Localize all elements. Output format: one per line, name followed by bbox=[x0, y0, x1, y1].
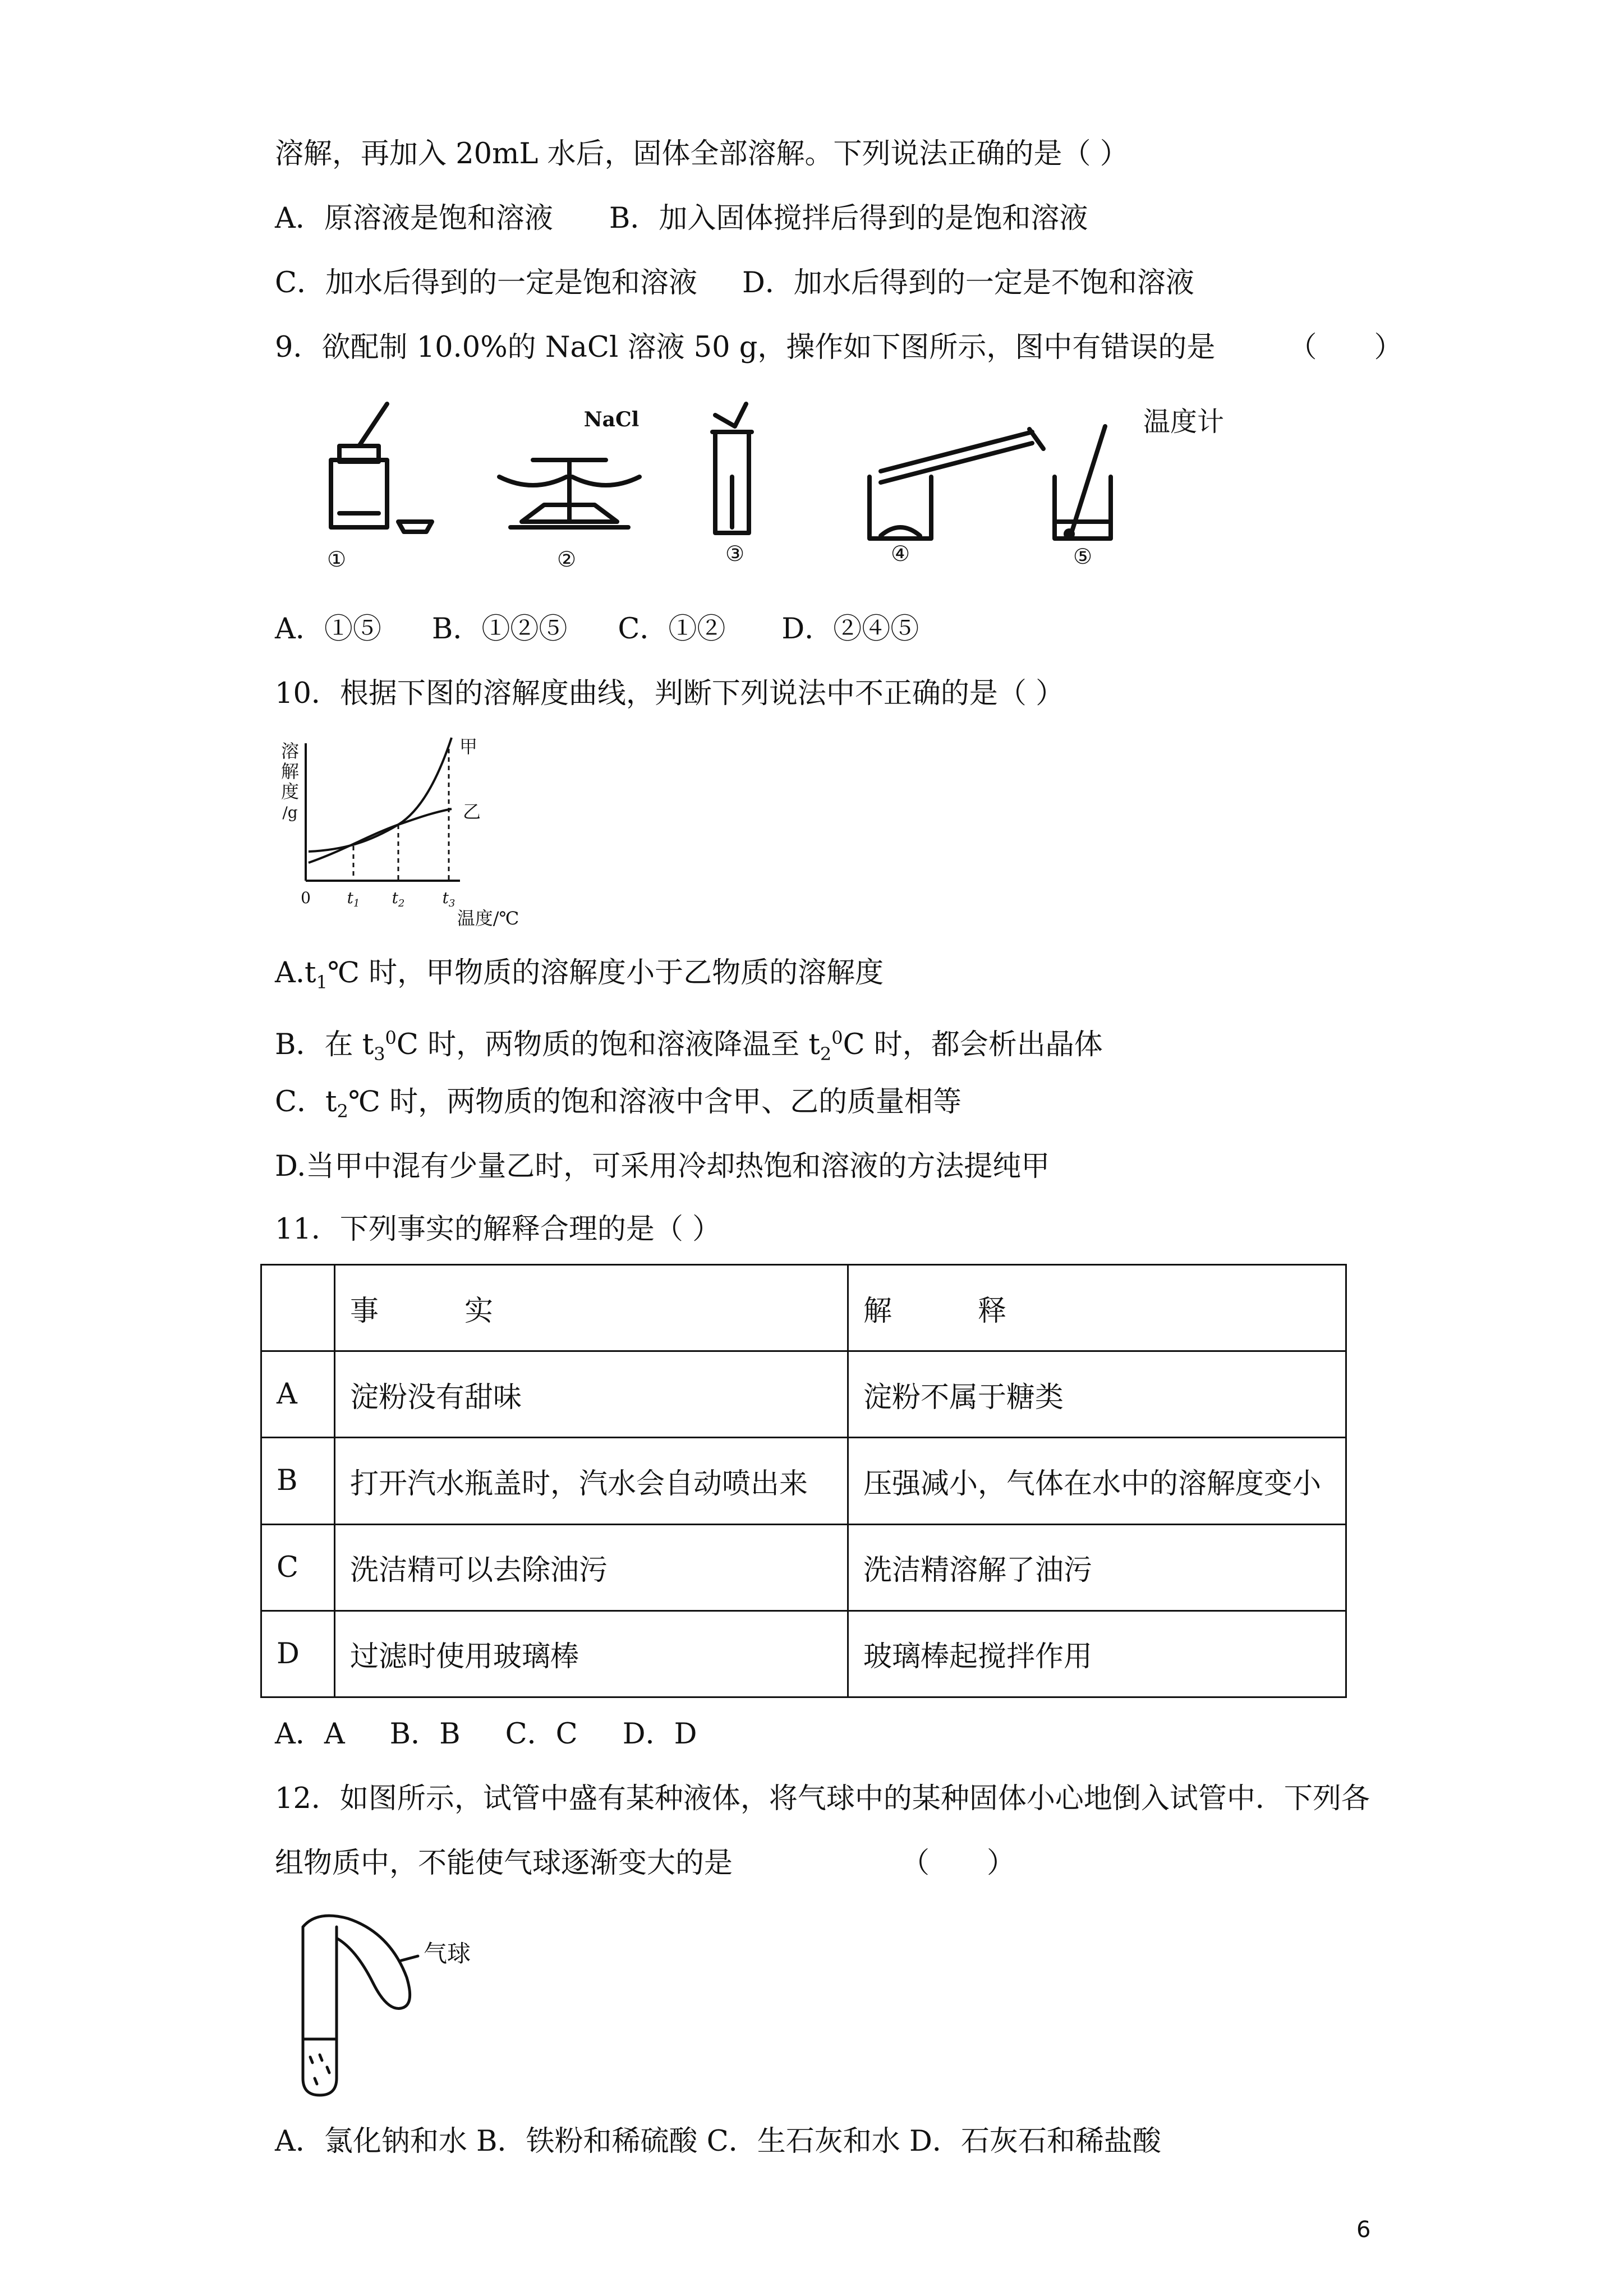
tick-t1: $t_1$ bbox=[347, 889, 360, 909]
table-row bbox=[261, 1351, 1346, 1438]
q8-option-b: B．加入固体搅拌后得到的是饱和溶液 bbox=[609, 202, 1088, 235]
chart-ylabel-char1: 溶 bbox=[280, 740, 300, 762]
chart-origin-label: 0 bbox=[301, 889, 311, 907]
chart-ylabel-char3: 度 bbox=[280, 781, 300, 802]
q8-options-row2 bbox=[275, 266, 1194, 300]
series-jia-curve bbox=[309, 738, 452, 852]
chart-xlabel: 温度/℃ bbox=[457, 908, 519, 929]
q11-option-b: B．B bbox=[389, 1718, 461, 1751]
q9-options bbox=[275, 613, 919, 646]
table-header-explanation: 解 释 bbox=[848, 1265, 1346, 1351]
balloon-label: 气球 bbox=[424, 1940, 471, 1967]
q9-fig-label-3: ③ bbox=[725, 541, 745, 566]
explanation-cell: 玻璃棒起搅拌作用 bbox=[848, 1611, 1346, 1697]
row-label: A bbox=[261, 1351, 335, 1438]
q11-table bbox=[260, 1264, 1347, 1698]
fact-cell: 过滤时使用玻璃棒 bbox=[335, 1611, 848, 1697]
q10-option-d: D.当甲中混有少量乙时，可采用冷却热饱和溶液的方法提纯甲 bbox=[275, 1150, 1050, 1183]
series-yi-label: 乙 bbox=[462, 801, 481, 822]
explanation-cell: 压强减小，气体在水中的溶解度变小 bbox=[848, 1438, 1346, 1524]
q10-option-c: C．$t_2℃$ 时，两物质的饱和溶液中含甲、乙的质量相等 bbox=[275, 1085, 962, 1122]
row-label: C bbox=[261, 1524, 335, 1611]
table-row bbox=[261, 1611, 1346, 1697]
q9-fig-label-4: ④ bbox=[890, 541, 910, 566]
q9-option-b: B．①②⑤ bbox=[431, 613, 568, 646]
q12-options: A．氯化钠和水 B．铁粉和稀硫酸 C．生石灰和水 D．石灰石和稀盐酸 bbox=[275, 2125, 1161, 2158]
q8-option-d: D．加水后得到的一定是不饱和溶液 bbox=[742, 266, 1194, 300]
chart-ylabel-char2: 解 bbox=[280, 761, 300, 782]
explanation-cell: 淀粉不属于糖类 bbox=[848, 1351, 1346, 1438]
test-tube bbox=[303, 1927, 337, 2095]
table-header-cell bbox=[261, 1265, 335, 1351]
q10-option-a: $A.t_1℃$ 时，甲物质的溶解度小于乙物质的溶解度 bbox=[275, 956, 884, 993]
series-jia-label: 甲 bbox=[459, 736, 478, 757]
row-label: B bbox=[261, 1438, 335, 1524]
q12-stem-text: 组物质中，不能使气球逐渐变大的是 bbox=[275, 1847, 733, 1880]
fact-cell: 淀粉没有甜味 bbox=[335, 1351, 848, 1438]
fact-cell: 打开汽水瓶盖时，汽水会自动喷出来 bbox=[335, 1438, 848, 1524]
q9-nacl-label: NaCl bbox=[583, 408, 640, 431]
fact-cell: 洗洁精可以去除油污 bbox=[335, 1524, 848, 1611]
row-label: D bbox=[261, 1611, 335, 1697]
tick-t3: $t_3$ bbox=[442, 889, 456, 909]
q9-fig-label-1: ① bbox=[326, 547, 347, 572]
chart-ylabel-unit: /g bbox=[282, 803, 298, 822]
q9-fig-label-2: ② bbox=[556, 547, 577, 572]
balloon bbox=[303, 1916, 410, 2008]
q11-option-c: C．C bbox=[505, 1718, 578, 1751]
q8-options-row1 bbox=[275, 202, 1088, 236]
q11-option-a: A．A bbox=[275, 1718, 345, 1751]
q9-lab-figure bbox=[320, 393, 1285, 578]
explanation-cell: 洗洁精溶解了油污 bbox=[848, 1524, 1346, 1611]
q9-option-c: C．①② bbox=[618, 613, 726, 646]
q12-stem-line1: 12．如图所示，试管中盛有某种液体，将气球中的某种固体小心地倒入试管中．下列各 bbox=[275, 1782, 1370, 1815]
q9-answer-paren: （ ） bbox=[1288, 331, 1403, 364]
q9-option-a: A．①⑤ bbox=[275, 613, 381, 646]
q10-stem: 10．根据下图的溶解度曲线，判断下列说法中不正确的是（ ） bbox=[275, 677, 1065, 710]
q12-stem-line2 bbox=[275, 1847, 1015, 1880]
tick-t2: $t_2$ bbox=[392, 889, 405, 909]
q8-option-c: C．加水后得到的一定是饱和溶液 bbox=[275, 266, 698, 300]
q12-balloon-figure bbox=[295, 1910, 519, 2101]
q12-answer-paren: （ ） bbox=[901, 1847, 1016, 1880]
series-yi-curve bbox=[309, 809, 452, 863]
q9-thermometer-label: 温度计 bbox=[1143, 406, 1225, 438]
q9-option-d: D．②④⑤ bbox=[781, 613, 919, 646]
q9-fig-label-5: ⑤ bbox=[1073, 544, 1093, 569]
q8-option-a: A．原溶液是饱和溶液 bbox=[275, 202, 553, 235]
q9-stem bbox=[275, 331, 1402, 365]
table-header-row bbox=[261, 1265, 1346, 1351]
q10-option-b: B．在 $t_3^0C$ 时，两物质的饱和溶液降温至 $t_2^0C$ 时，都会析出晶体 bbox=[275, 1027, 1103, 1065]
q10-solubility-chart bbox=[278, 735, 519, 931]
table-row bbox=[261, 1524, 1346, 1611]
q11-options bbox=[275, 1718, 697, 1751]
q11-stem: 11．下列事实的解释合理的是（ ） bbox=[275, 1213, 721, 1246]
q8-stem-continued: 溶解，再加入 20mL 水后，固体全部溶解。下列说法正确的是（ ） bbox=[275, 137, 1129, 171]
q9-stem-text: 9．欲配制 10.0%的 NaCl 溶液 50 g，操作如下图所示，图中有错误的是 bbox=[275, 331, 1216, 364]
table-row bbox=[261, 1438, 1346, 1524]
q11-option-d: D．D bbox=[622, 1718, 697, 1751]
table-header-fact: 事 实 bbox=[335, 1265, 848, 1351]
page-number: 6 bbox=[1356, 2217, 1371, 2243]
